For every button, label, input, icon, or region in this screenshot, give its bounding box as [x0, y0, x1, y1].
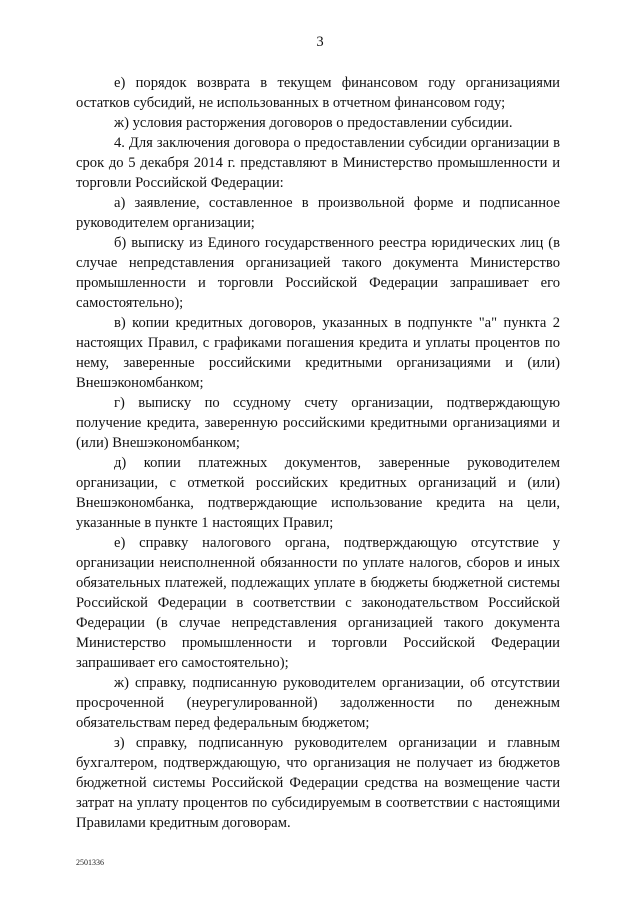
paragraph-item-e-return-order: е) порядок возврата в текущем финансовом году организациями остатков субсидий, не использованных в отчетном финансовом году; [76, 75, 560, 111]
paragraph-item-v-credit-contracts: в) копии кредитных договоров, указанных в подпункте "а" пункта 2 настоящих Правил, с графиками погашения кредита и уплаты процентов по нему, заверенные российскими кредитными организациями и (или) Внешэкономбанком; [76, 315, 560, 391]
page-number: 3 [316, 34, 324, 50]
paragraph-item-g-loan-account: г) выписку по ссудному счету организации, подтверждающую получение кредита, заверенную российскими кредитными организациями и (или) Внешэкономбанком; [76, 395, 560, 451]
paragraph-item-e-tax-certificate: е) справку налогового органа, подтверждающую отсутствие у организации неисполненной обязанности по уплате налогов, сборов и иных обязательных платежей, подлежащих уплате в бюджеты бюджетной системы Российской Федерации в соответствии с законодательством Российской Федерации (в случае непредставления организацией такого документа Министерство промышленности и торговли Российской Федерации запрашивает его самостоятельно); [76, 535, 560, 671]
paragraph-item-z-no-funding: з) справку, подписанную руководителем организации и главным бухгалтером, подтверждающую, что организация не получает из бюджетов бюджетной системы Российской Федерации средства на возмещение части затрат на уплату процентов по субсидируемым в соответствии с настоящими Правилами кредитным договорам. [76, 735, 560, 831]
paragraph-item-zh-no-debt: ж) справку, подписанную руководителем организации, об отсутствии просроченной (неурегулированной) задолженности по денежным обязательствам перед федеральным бюджетом; [76, 675, 560, 731]
document-body [76, 73, 560, 833]
paragraph-item-a-application: а) заявление, составленное в произвольной форме и подписанное руководителем организации; [76, 195, 560, 231]
paragraph-item-b-registry-extract: б) выписку из Единого государственного реестра юридических лиц (в случае непредставления организацией такого документа Министерство промышленности и торговли Российской Федерации запрашивает его самостоятельно); [76, 235, 560, 311]
paragraph-clause-4: 4. Для заключения договора о предоставлении субсидии организации в срок до 5 декабря 2014 г. представляют в Министерство промышленности и торговли Российской Федерации: [76, 135, 560, 191]
document-code: 2501336 [76, 858, 104, 867]
paragraph-item-zh-termination: ж) условия расторжения договоров о предоставлении субсидии. [114, 115, 513, 131]
paragraph-item-d-payment-docs: д) копии платежных документов, заверенные руководителем организации, с отметкой российских кредитных организаций и (или) Внешэкономбанка, подтверждающие использование кредита на цели, указанные в пункте 1 настоящих Правил; [76, 455, 560, 531]
